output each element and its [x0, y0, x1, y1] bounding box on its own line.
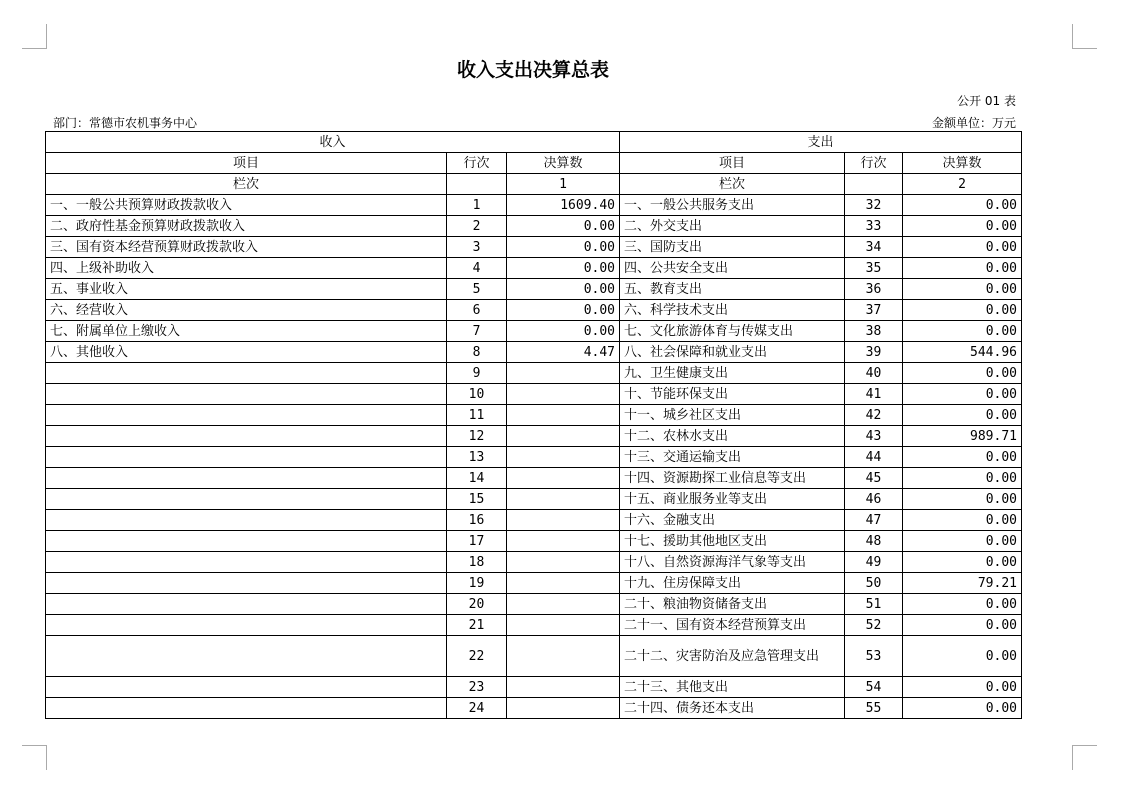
- income-item-cell: 一、一般公共预算财政拨款收入: [46, 195, 447, 216]
- income-item-cell: [46, 636, 447, 677]
- expense-amount-cell: 0.00: [903, 489, 1022, 510]
- income-item-cell: [46, 489, 447, 510]
- expense-amount-cell: 0.00: [903, 531, 1022, 552]
- expense-item-cell: 一、一般公共服务支出: [620, 195, 845, 216]
- expense-item-cell: 三、国防支出: [620, 237, 845, 258]
- expense-item-header: 项目: [620, 153, 845, 174]
- income-line-no-cell: 23: [447, 677, 507, 698]
- income-amount-cell: 4.47: [507, 342, 620, 363]
- income-item-cell: [46, 552, 447, 573]
- income-line-no-cell: 4: [447, 258, 507, 279]
- income-amount-cell: 1609.40: [507, 195, 620, 216]
- expense-amount-cell: 0.00: [903, 300, 1022, 321]
- expense-amount-cell: 544.96: [903, 342, 1022, 363]
- expense-line-no-cell: 46: [845, 489, 903, 510]
- expense-line-no-header: 行次: [845, 153, 903, 174]
- income-line-no-cell: 22: [447, 636, 507, 677]
- table-row: [46, 468, 1022, 489]
- income-line-no-header: 行次: [447, 153, 507, 174]
- income-amount-cell: 0.00: [507, 321, 620, 342]
- income-line-no-cell: 16: [447, 510, 507, 531]
- table-row: [46, 321, 1022, 342]
- table-row: [46, 531, 1022, 552]
- crop-mark-bottom-left: [22, 745, 47, 770]
- expense-item-cell: 二、外交支出: [620, 216, 845, 237]
- page-title: 收入支出决算总表: [456, 59, 609, 81]
- expense-item-cell: 十九、住房保障支出: [620, 573, 845, 594]
- expense-amount-cell: 0.00: [903, 321, 1022, 342]
- table-row: [46, 426, 1022, 447]
- table-row: [46, 636, 1022, 677]
- expense-item-cell: 二十一、国有资本经营预算支出: [620, 615, 845, 636]
- amount-unit-label: 金额单位：万元: [931, 116, 1016, 130]
- table-row: [46, 447, 1022, 468]
- expense-amount-cell: 0.00: [903, 468, 1022, 489]
- expense-section-header: 支出: [620, 132, 1022, 153]
- income-expense-table: [45, 131, 1022, 719]
- table-row: [46, 573, 1022, 594]
- income-line-no-cell: 14: [447, 468, 507, 489]
- form-number: 公开 01 表: [957, 94, 1016, 108]
- crop-mark-bottom-right: [1072, 745, 1097, 770]
- income-line-no-cell: 10: [447, 384, 507, 405]
- table-row: [46, 489, 1022, 510]
- table-row: [46, 195, 1022, 216]
- expense-line-no-cell: 53: [845, 636, 903, 677]
- expense-item-cell: 十三、交通运输支出: [620, 447, 845, 468]
- table-row: [46, 677, 1022, 698]
- expense-line-no-cell: 37: [845, 300, 903, 321]
- income-amount-cell: 0.00: [507, 237, 620, 258]
- income-item-cell: 四、上级补助收入: [46, 258, 447, 279]
- expense-amount-cell: 0.00: [903, 195, 1022, 216]
- income-line-no-cell: 6: [447, 300, 507, 321]
- income-line-no-cell: 20: [447, 594, 507, 615]
- empty-cell: [447, 174, 507, 195]
- expense-line-no-cell: 35: [845, 258, 903, 279]
- income-amount-cell: [507, 363, 620, 384]
- expense-amount-cell: 0.00: [903, 279, 1022, 300]
- table-row: [46, 258, 1022, 279]
- expense-line-no-cell: 39: [845, 342, 903, 363]
- expense-amount-cell: 989.71: [903, 426, 1022, 447]
- income-item-cell: 三、国有资本经营预算财政拨款收入: [46, 237, 447, 258]
- income-amount-cell: [507, 698, 620, 719]
- expense-amount-cell: 0.00: [903, 510, 1022, 531]
- table-row: [46, 384, 1022, 405]
- crop-mark-top-left: [22, 24, 47, 49]
- income-line-no-cell: 15: [447, 489, 507, 510]
- income-line-no-cell: 5: [447, 279, 507, 300]
- income-item-cell: [46, 615, 447, 636]
- expense-item-cell: 五、教育支出: [620, 279, 845, 300]
- expense-line-no-cell: 36: [845, 279, 903, 300]
- income-item-cell: [46, 447, 447, 468]
- income-amount-cell: [507, 677, 620, 698]
- expense-item-cell: 七、文化旅游体育与传媒支出: [620, 321, 845, 342]
- expense-amount-cell: 0.00: [903, 237, 1022, 258]
- expense-amount-cell: 0.00: [903, 698, 1022, 719]
- expense-amount-cell: 0.00: [903, 216, 1022, 237]
- income-section-header: 收入: [46, 132, 620, 153]
- income-line-no-cell: 3: [447, 237, 507, 258]
- income-amount-header: 决算数: [507, 153, 620, 174]
- expense-amount-cell: 0.00: [903, 636, 1022, 677]
- expense-line-no-cell: 33: [845, 216, 903, 237]
- income-line-no-cell: 12: [447, 426, 507, 447]
- income-line-no-cell: 13: [447, 447, 507, 468]
- expense-column-label: 栏次: [620, 174, 845, 195]
- income-amount-cell: 0.00: [507, 258, 620, 279]
- table-row: [46, 510, 1022, 531]
- expense-line-no-cell: 50: [845, 573, 903, 594]
- table-row: [46, 237, 1022, 258]
- income-item-cell: [46, 405, 447, 426]
- expense-line-no-cell: 54: [845, 677, 903, 698]
- income-amount-cell: [507, 405, 620, 426]
- income-line-no-cell: 21: [447, 615, 507, 636]
- expense-item-cell: 十六、金融支出: [620, 510, 845, 531]
- expense-line-no-cell: 43: [845, 426, 903, 447]
- income-amount-cell: [507, 594, 620, 615]
- crop-mark-top-right: [1072, 24, 1097, 49]
- expense-line-no-cell: 47: [845, 510, 903, 531]
- income-amount-cell: [507, 531, 620, 552]
- income-item-cell: [46, 698, 447, 719]
- expense-amount-cell: 0.00: [903, 384, 1022, 405]
- income-amount-cell: [507, 468, 620, 489]
- income-item-cell: [46, 426, 447, 447]
- expense-item-cell: 十八、自然资源海洋气象等支出: [620, 552, 845, 573]
- expense-item-cell: 十七、援助其他地区支出: [620, 531, 845, 552]
- expense-amount-cell: 0.00: [903, 552, 1022, 573]
- column-index-row: [46, 174, 1022, 195]
- income-item-cell: [46, 363, 447, 384]
- income-amount-cell: 0.00: [507, 279, 620, 300]
- expense-line-no-cell: 55: [845, 698, 903, 719]
- income-amount-cell: [507, 510, 620, 531]
- income-line-no-cell: 19: [447, 573, 507, 594]
- expense-column-index: 2: [903, 174, 1022, 195]
- expense-amount-cell: 0.00: [903, 615, 1022, 636]
- expense-item-cell: 二十、粮油物资储备支出: [620, 594, 845, 615]
- income-amount-cell: 0.00: [507, 300, 620, 321]
- table-row: [46, 363, 1022, 384]
- expense-item-cell: 二十三、其他支出: [620, 677, 845, 698]
- expense-amount-cell: 0.00: [903, 258, 1022, 279]
- table-row: [46, 300, 1022, 321]
- income-line-no-cell: 17: [447, 531, 507, 552]
- income-column-index: 1: [507, 174, 620, 195]
- table-row: [46, 698, 1022, 719]
- income-column-label: 栏次: [46, 174, 447, 195]
- income-line-no-cell: 2: [447, 216, 507, 237]
- section-header-row: [46, 132, 1022, 153]
- table-row: [46, 552, 1022, 573]
- income-line-no-cell: 1: [447, 195, 507, 216]
- income-item-cell: [46, 384, 447, 405]
- expense-line-no-cell: 41: [845, 384, 903, 405]
- expense-item-cell: 六、科学技术支出: [620, 300, 845, 321]
- expense-amount-cell: 79.21: [903, 573, 1022, 594]
- expense-line-no-cell: 49: [845, 552, 903, 573]
- expense-amount-cell: 0.00: [903, 594, 1022, 615]
- income-item-cell: [46, 573, 447, 594]
- income-item-cell: [46, 510, 447, 531]
- income-item-cell: [46, 677, 447, 698]
- table-row: [46, 216, 1022, 237]
- expense-amount-header: 决算数: [903, 153, 1022, 174]
- department-label: 部门：常德市农机事务中心: [53, 116, 198, 130]
- expense-line-no-cell: 34: [845, 237, 903, 258]
- expense-item-cell: 四、公共安全支出: [620, 258, 845, 279]
- income-item-cell: [46, 531, 447, 552]
- income-amount-cell: [507, 426, 620, 447]
- table-row: [46, 615, 1022, 636]
- income-line-no-cell: 8: [447, 342, 507, 363]
- income-item-cell: 二、政府性基金预算财政拨款收入: [46, 216, 447, 237]
- table-row: [46, 594, 1022, 615]
- expense-amount-cell: 0.00: [903, 405, 1022, 426]
- expense-line-no-cell: 44: [845, 447, 903, 468]
- income-line-no-cell: 11: [447, 405, 507, 426]
- expense-item-cell: 十四、资源勘探工业信息等支出: [620, 468, 845, 489]
- expense-line-no-cell: 52: [845, 615, 903, 636]
- income-item-cell: 五、事业收入: [46, 279, 447, 300]
- income-line-no-cell: 24: [447, 698, 507, 719]
- income-amount-cell: [507, 552, 620, 573]
- expense-item-cell: 二十二、灾害防治及应急管理支出: [620, 636, 845, 677]
- income-item-header: 项目: [46, 153, 447, 174]
- expense-amount-cell: 0.00: [903, 363, 1022, 384]
- income-line-no-cell: 9: [447, 363, 507, 384]
- income-amount-cell: [507, 636, 620, 677]
- expense-line-no-cell: 51: [845, 594, 903, 615]
- expense-line-no-cell: 42: [845, 405, 903, 426]
- expense-line-no-cell: 32: [845, 195, 903, 216]
- income-amount-cell: [507, 447, 620, 468]
- empty-cell: [845, 174, 903, 195]
- income-amount-cell: [507, 384, 620, 405]
- income-line-no-cell: 18: [447, 552, 507, 573]
- expense-item-cell: 八、社会保障和就业支出: [620, 342, 845, 363]
- income-item-cell: [46, 594, 447, 615]
- income-item-cell: 七、附属单位上缴收入: [46, 321, 447, 342]
- expense-item-cell: 十二、农林水支出: [620, 426, 845, 447]
- income-amount-cell: [507, 573, 620, 594]
- income-item-cell: 八、其他收入: [46, 342, 447, 363]
- income-line-no-cell: 7: [447, 321, 507, 342]
- table-row: [46, 342, 1022, 363]
- expense-line-no-cell: 38: [845, 321, 903, 342]
- expense-amount-cell: 0.00: [903, 677, 1022, 698]
- income-amount-cell: [507, 615, 620, 636]
- expense-item-cell: 九、卫生健康支出: [620, 363, 845, 384]
- income-amount-cell: 0.00: [507, 216, 620, 237]
- income-item-cell: [46, 468, 447, 489]
- expense-item-cell: 十一、城乡社区支出: [620, 405, 845, 426]
- expense-item-cell: 二十四、债务还本支出: [620, 698, 845, 719]
- expense-line-no-cell: 45: [845, 468, 903, 489]
- income-item-cell: 六、经营收入: [46, 300, 447, 321]
- column-header-row: [46, 153, 1022, 174]
- expense-line-no-cell: 48: [845, 531, 903, 552]
- expense-item-cell: 十五、商业服务业等支出: [620, 489, 845, 510]
- expense-amount-cell: 0.00: [903, 447, 1022, 468]
- table-row: [46, 405, 1022, 426]
- table-row: [46, 279, 1022, 300]
- expense-item-cell: 十、节能环保支出: [620, 384, 845, 405]
- expense-line-no-cell: 40: [845, 363, 903, 384]
- income-amount-cell: [507, 489, 620, 510]
